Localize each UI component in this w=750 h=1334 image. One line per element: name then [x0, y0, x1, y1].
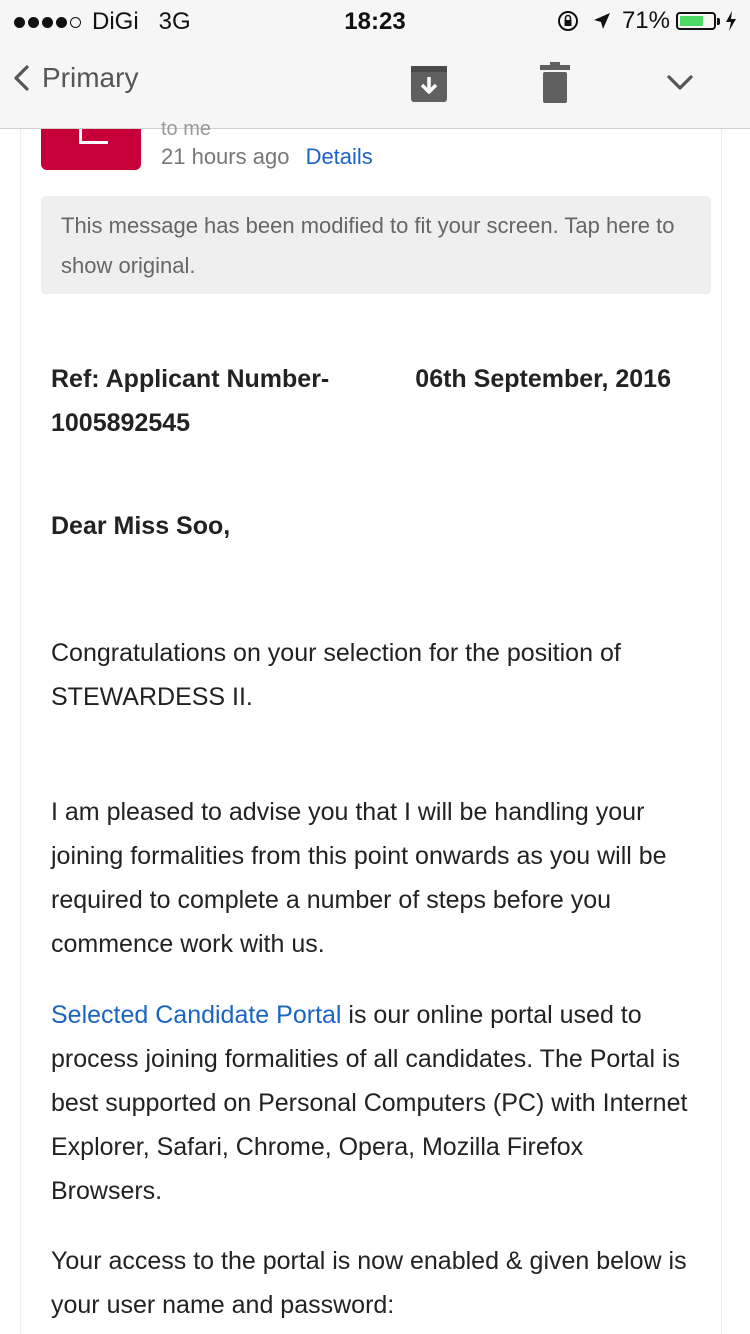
archive-icon [410, 64, 448, 104]
location-arrow-icon [590, 9, 614, 33]
rotation-lock-icon [556, 9, 580, 33]
nav-bar [0, 40, 750, 129]
salutation: Dear Miss Soo, [51, 512, 231, 540]
applicant-reference: Ref: Applicant Number-1005892545 [51, 365, 330, 437]
chevron-down-icon [666, 74, 694, 92]
trash-icon [540, 62, 570, 104]
sender-avatar[interactable] [41, 129, 141, 170]
candidate-portal-link[interactable]: Selected Candidate Portal [51, 1001, 342, 1029]
avatar-initial-icon [79, 129, 108, 144]
portal-description: is our online portal used to process joining formalities of all candidates. The Portal is best supported on Personal Computers (PC) with Internet Explorer, Safari, Chrome, Opera, Mozilla Firefox Browsers. [51, 1001, 688, 1205]
time-ago: 21 hours ago [161, 144, 290, 169]
back-label: Primary [42, 62, 139, 93]
joining-formalities-paragraph: I am pleased to advise you that I will be handling your joining formalities from this point onwards as you will be required to complete a number of steps before you commence work with us. [51, 798, 667, 958]
status-bar [0, 0, 750, 40]
access-paragraph: Your access to the portal is now enabled & given below is your user name and password: [51, 1247, 687, 1319]
status-right [556, 7, 738, 35]
portal-paragraph [51, 993, 691, 1213]
email-meta [161, 118, 373, 170]
modified-message-notice[interactable]: This message has been modified to fit your screen. Tap here to show original. [41, 196, 711, 294]
network-type: 3G [158, 8, 191, 35]
back-button[interactable] [12, 62, 138, 94]
reference-block [51, 357, 671, 447]
carrier-name: DiGi [92, 8, 139, 35]
battery-percent: 71% [621, 7, 670, 34]
charging-bolt-icon [724, 10, 738, 32]
letter-date: 06th September, 2016 [415, 365, 671, 393]
more-actions-button[interactable] [666, 74, 694, 97]
chevron-left-icon [12, 64, 30, 92]
status-time: 18:23 [344, 8, 406, 35]
recipient-line: to me [161, 118, 212, 140]
archive-button[interactable] [410, 64, 448, 109]
details-link[interactable]: Details [305, 144, 373, 169]
congratulations-paragraph: Congratulations on your selection for the position of STEWARDESS II. [51, 639, 621, 711]
battery-icon [676, 12, 716, 30]
delete-button[interactable] [540, 62, 570, 109]
email-card [20, 118, 722, 1334]
